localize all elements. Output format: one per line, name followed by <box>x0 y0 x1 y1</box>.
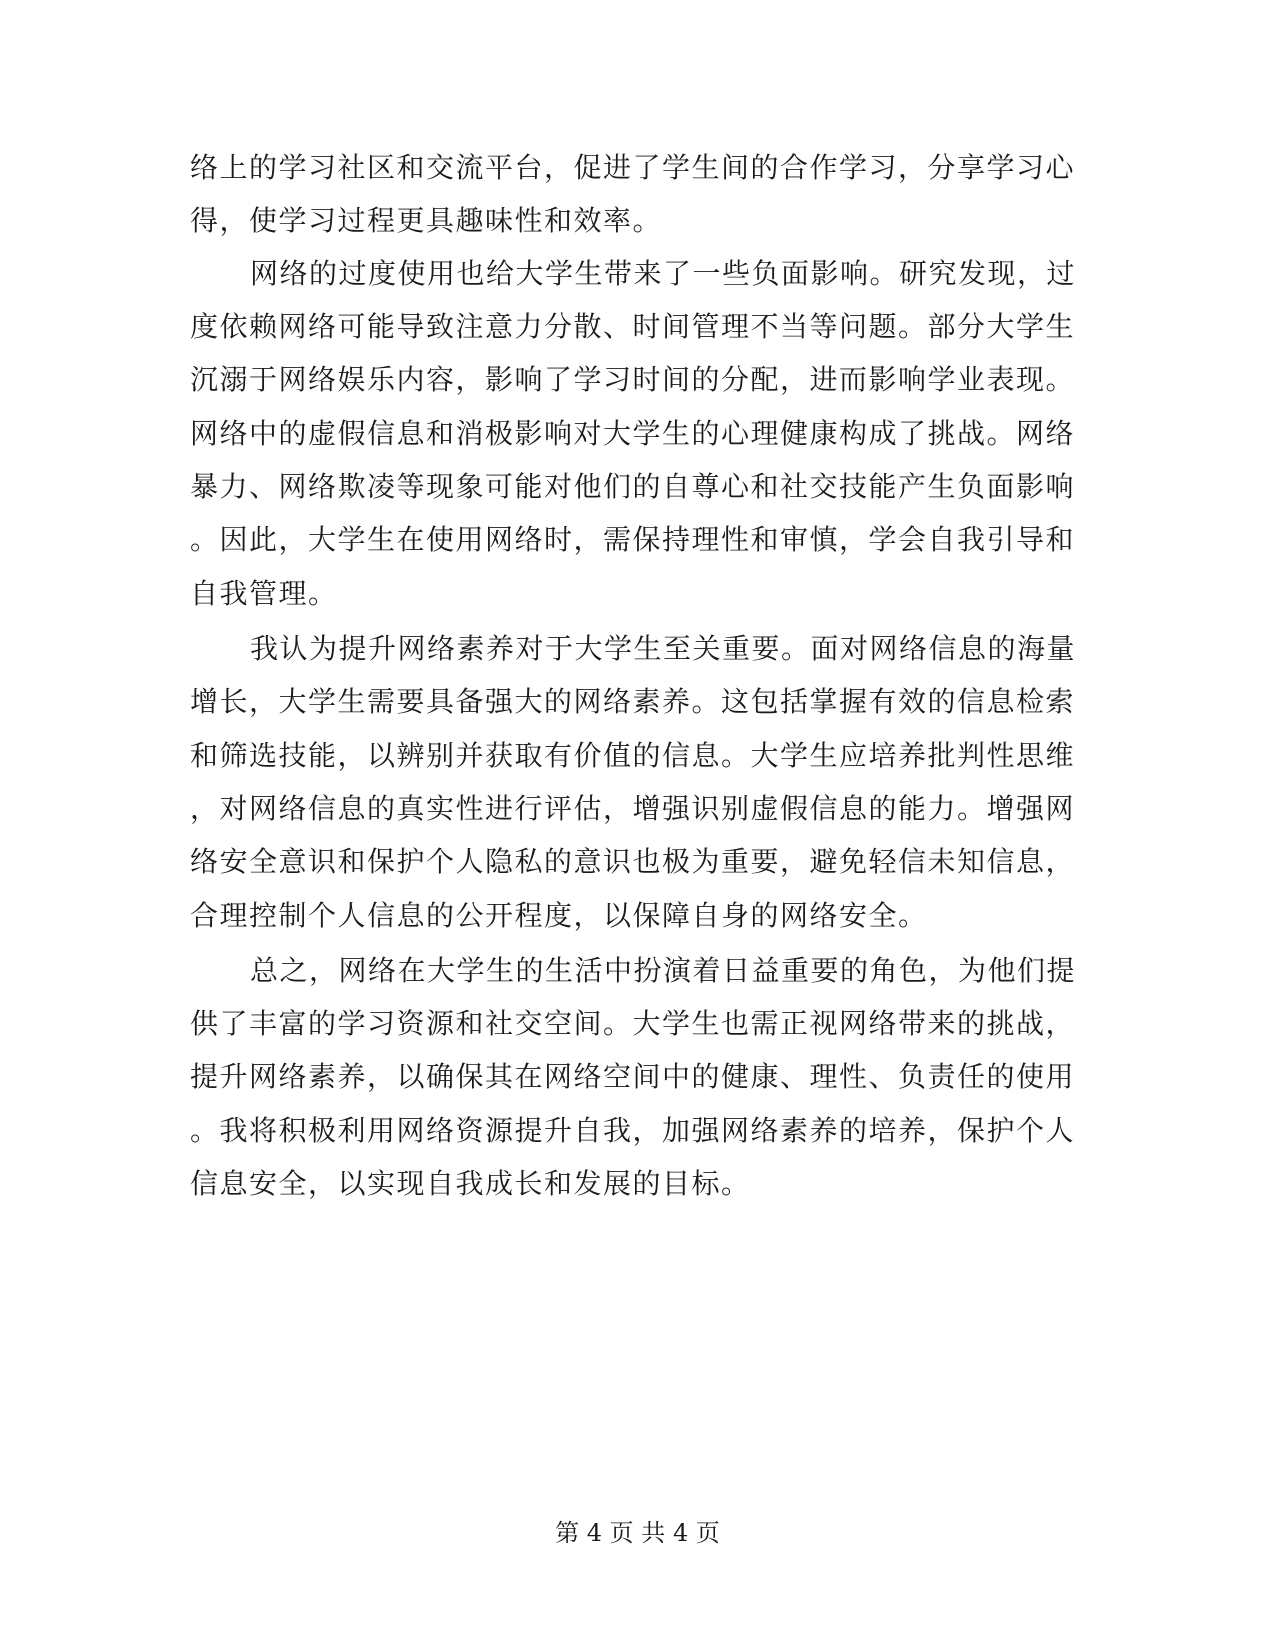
text-line: 。我将积极利用网络资源提升自我，加强网络素养的培养，保护个人 <box>190 1114 1076 1147</box>
text-line: 信息安全，以实现自我成长和发展的目标。 <box>190 1167 751 1200</box>
text-line: 络安全意识和保护个人隐私的意识也极为重要，避免轻信未知信息， <box>190 845 1076 878</box>
paragraph-start-line: 网络的过度使用也给大学生带来了一些负面影响。研究发现，过 <box>250 257 1077 290</box>
text-line: 提升网络素养，以确保其在网络空间中的健康、理性、负责任的使用 <box>190 1060 1076 1093</box>
text-line: 自我管理。 <box>190 577 338 610</box>
text-line: 增长，大学生需要具备强大的网络素养。这包括掌握有效的信息检索 <box>190 685 1076 718</box>
page-number-footer: 第 4 页 共 4 页 <box>555 1519 720 1547</box>
text-line: ，对网络信息的真实性进行评估，增强识别虚假信息的能力。增强网 <box>190 792 1076 825</box>
paragraph-start-line: 总之，网络在大学生的生活中扮演着日益重要的角色，为他们提 <box>250 954 1077 987</box>
text-line: 暴力、网络欺凌等现象可能对他们的自尊心和社交技能产生负面影响 <box>190 470 1076 503</box>
text-line: 络上的学习社区和交流平台，促进了学生间的合作学习，分享学习心 <box>190 151 1076 184</box>
text-line: 沉溺于网络娱乐内容，影响了学习时间的分配，进而影响学业表现。 <box>190 363 1076 396</box>
text-line: 供了丰富的学习资源和社交空间。大学生也需正视网络带来的挑战， <box>190 1007 1076 1040</box>
text-line: 度依赖网络可能导致注意力分散、时间管理不当等问题。部分大学生 <box>190 310 1076 343</box>
text-line: 合理控制个人信息的公开程度，以保障自身的网络安全。 <box>190 899 928 932</box>
paragraph-start-line: 我认为提升网络素养对于大学生至关重要。面对网络信息的海量 <box>250 632 1077 665</box>
text-line: 得，使学习过程更具趣味性和效率。 <box>190 204 663 237</box>
text-line: 网络中的虚假信息和消极影响对大学生的心理健康构成了挑战。网络 <box>190 417 1076 450</box>
text-line: 和筛选技能，以辨别并获取有价值的信息。大学生应培养批判性思维 <box>190 739 1076 772</box>
text-line: 。因此，大学生在使用网络时，需保持理性和审慎，学会自我引导和 <box>190 523 1076 556</box>
